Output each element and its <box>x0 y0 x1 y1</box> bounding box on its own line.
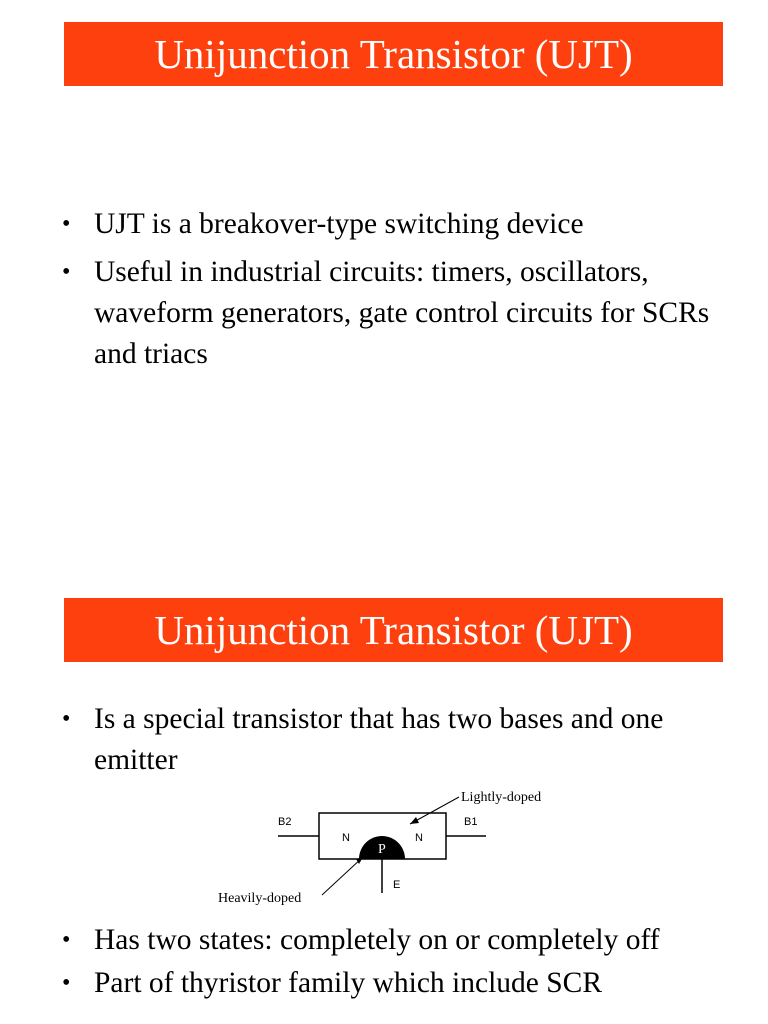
bullet-icon: • <box>62 927 71 953</box>
list-item <box>62 699 738 781</box>
bullet-icon: • <box>62 706 71 732</box>
bullet-text: UJT is a breakover-type switching device <box>94 208 584 240</box>
bullet-text: Useful in industrial circuits: timers, oscillators, waveform generators, gate control circuits for SCRs and triacs <box>94 256 710 370</box>
bullet-icon: • <box>62 970 71 996</box>
bullet-text: Part of thyristor family which include SCR <box>94 967 602 999</box>
ujt-structure-diagram <box>214 775 574 915</box>
list-item <box>62 252 738 375</box>
slide-2-bullet-list-top <box>62 699 738 781</box>
lightly-doped-label: Lightly-doped <box>461 790 542 805</box>
n-left-label: N <box>342 832 350 844</box>
p-label: P <box>378 842 386 857</box>
slide-1-title-bar <box>64 22 723 86</box>
slide-1-bullet-list <box>62 204 738 375</box>
b2-label: B2 <box>278 816 292 828</box>
bullet-icon: • <box>62 259 71 285</box>
e-label: E <box>393 879 401 891</box>
slide-2-title: Unijunction Transistor (UJT) <box>154 606 633 653</box>
bullet-icon: • <box>62 211 71 237</box>
bullet-text: Has two states: completely on or completely off <box>94 924 660 956</box>
n-right-label: N <box>415 832 423 844</box>
b1-label: B1 <box>464 816 478 828</box>
heavily-doped-pointer <box>322 857 363 895</box>
list-item <box>62 920 738 961</box>
bullet-text: Is a special transistor that has two bases and one emitter <box>94 703 664 776</box>
slide-2-title-bar <box>64 598 723 662</box>
heavily-doped-label: Heavily-doped <box>218 891 302 906</box>
list-item <box>62 204 738 245</box>
slide-2-bullet-list-bottom <box>62 920 738 1004</box>
slide-1-title: Unijunction Transistor (UJT) <box>154 30 633 77</box>
list-item <box>62 963 738 1004</box>
